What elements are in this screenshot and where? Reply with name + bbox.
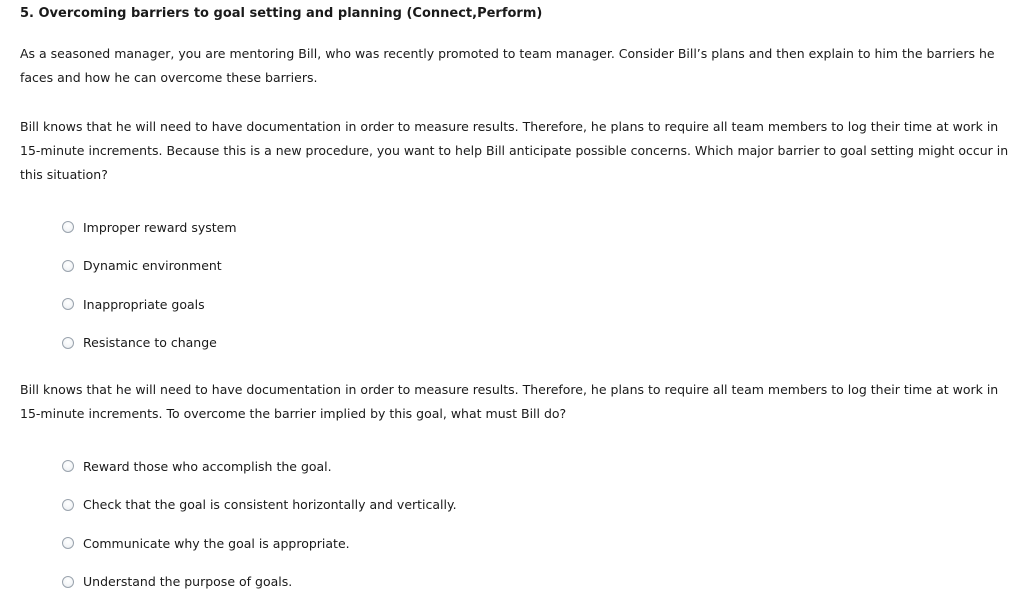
option-label: Inappropriate goals [83,296,205,312]
radio-button[interactable] [62,537,74,549]
part2-option-4[interactable] [62,563,457,602]
part1-prompt: Bill knows that he will need to have documentation in order to measure results. Therefore, he plans to require all team members to log their time at work in 15-minute increments. Because this is a new procedure, you want to help Bill anticipate possible concerns. Which major barrier to goal setting might occur in this situation? [20,119,1009,182]
part1-option-2[interactable] [62,247,237,286]
part2-option-3[interactable] [62,524,457,563]
radio-button[interactable] [62,298,74,310]
part2-option-1[interactable] [62,447,457,486]
part1-option-4[interactable] [62,324,237,363]
option-label: Understand the purpose of goals. [83,574,293,590]
radio-button[interactable] [62,221,74,233]
part1-option-3[interactable] [62,285,237,324]
part2-option-2[interactable] [62,486,457,525]
option-label: Improper reward system [83,219,237,235]
option-label: Resistance to change [83,335,217,351]
option-label: Reward those who accomplish the goal. [83,458,332,474]
option-label: Check that the goal is consistent horizontally and vertically. [83,497,457,513]
question-title: 5. Overcoming barriers to goal setting and planning (Connect,Perform) [20,6,543,21]
option-label: Dynamic environment [83,258,222,274]
part1-options [62,208,237,362]
radio-button[interactable] [62,460,74,472]
radio-button[interactable] [62,499,74,511]
radio-button[interactable] [62,576,74,588]
part1-option-1[interactable] [62,208,237,247]
part2-options [62,447,457,601]
radio-button[interactable] [62,337,74,349]
question-intro: As a seasoned manager, you are mentoring Bill, who was recently promoted to team manager. Consider Bill’s plans and then explain to him the barriers he faces and how he can overcome these barriers. [20,46,995,85]
part2-prompt: Bill knows that he will need to have documentation in order to measure results. Therefore, he plans to require all team members to log their time at work in 15-minute increments. To overcome the barrier implied by this goal, what must Bill do? [20,382,999,421]
option-label: Communicate why the goal is appropriate. [83,535,350,551]
radio-button[interactable] [62,260,74,272]
